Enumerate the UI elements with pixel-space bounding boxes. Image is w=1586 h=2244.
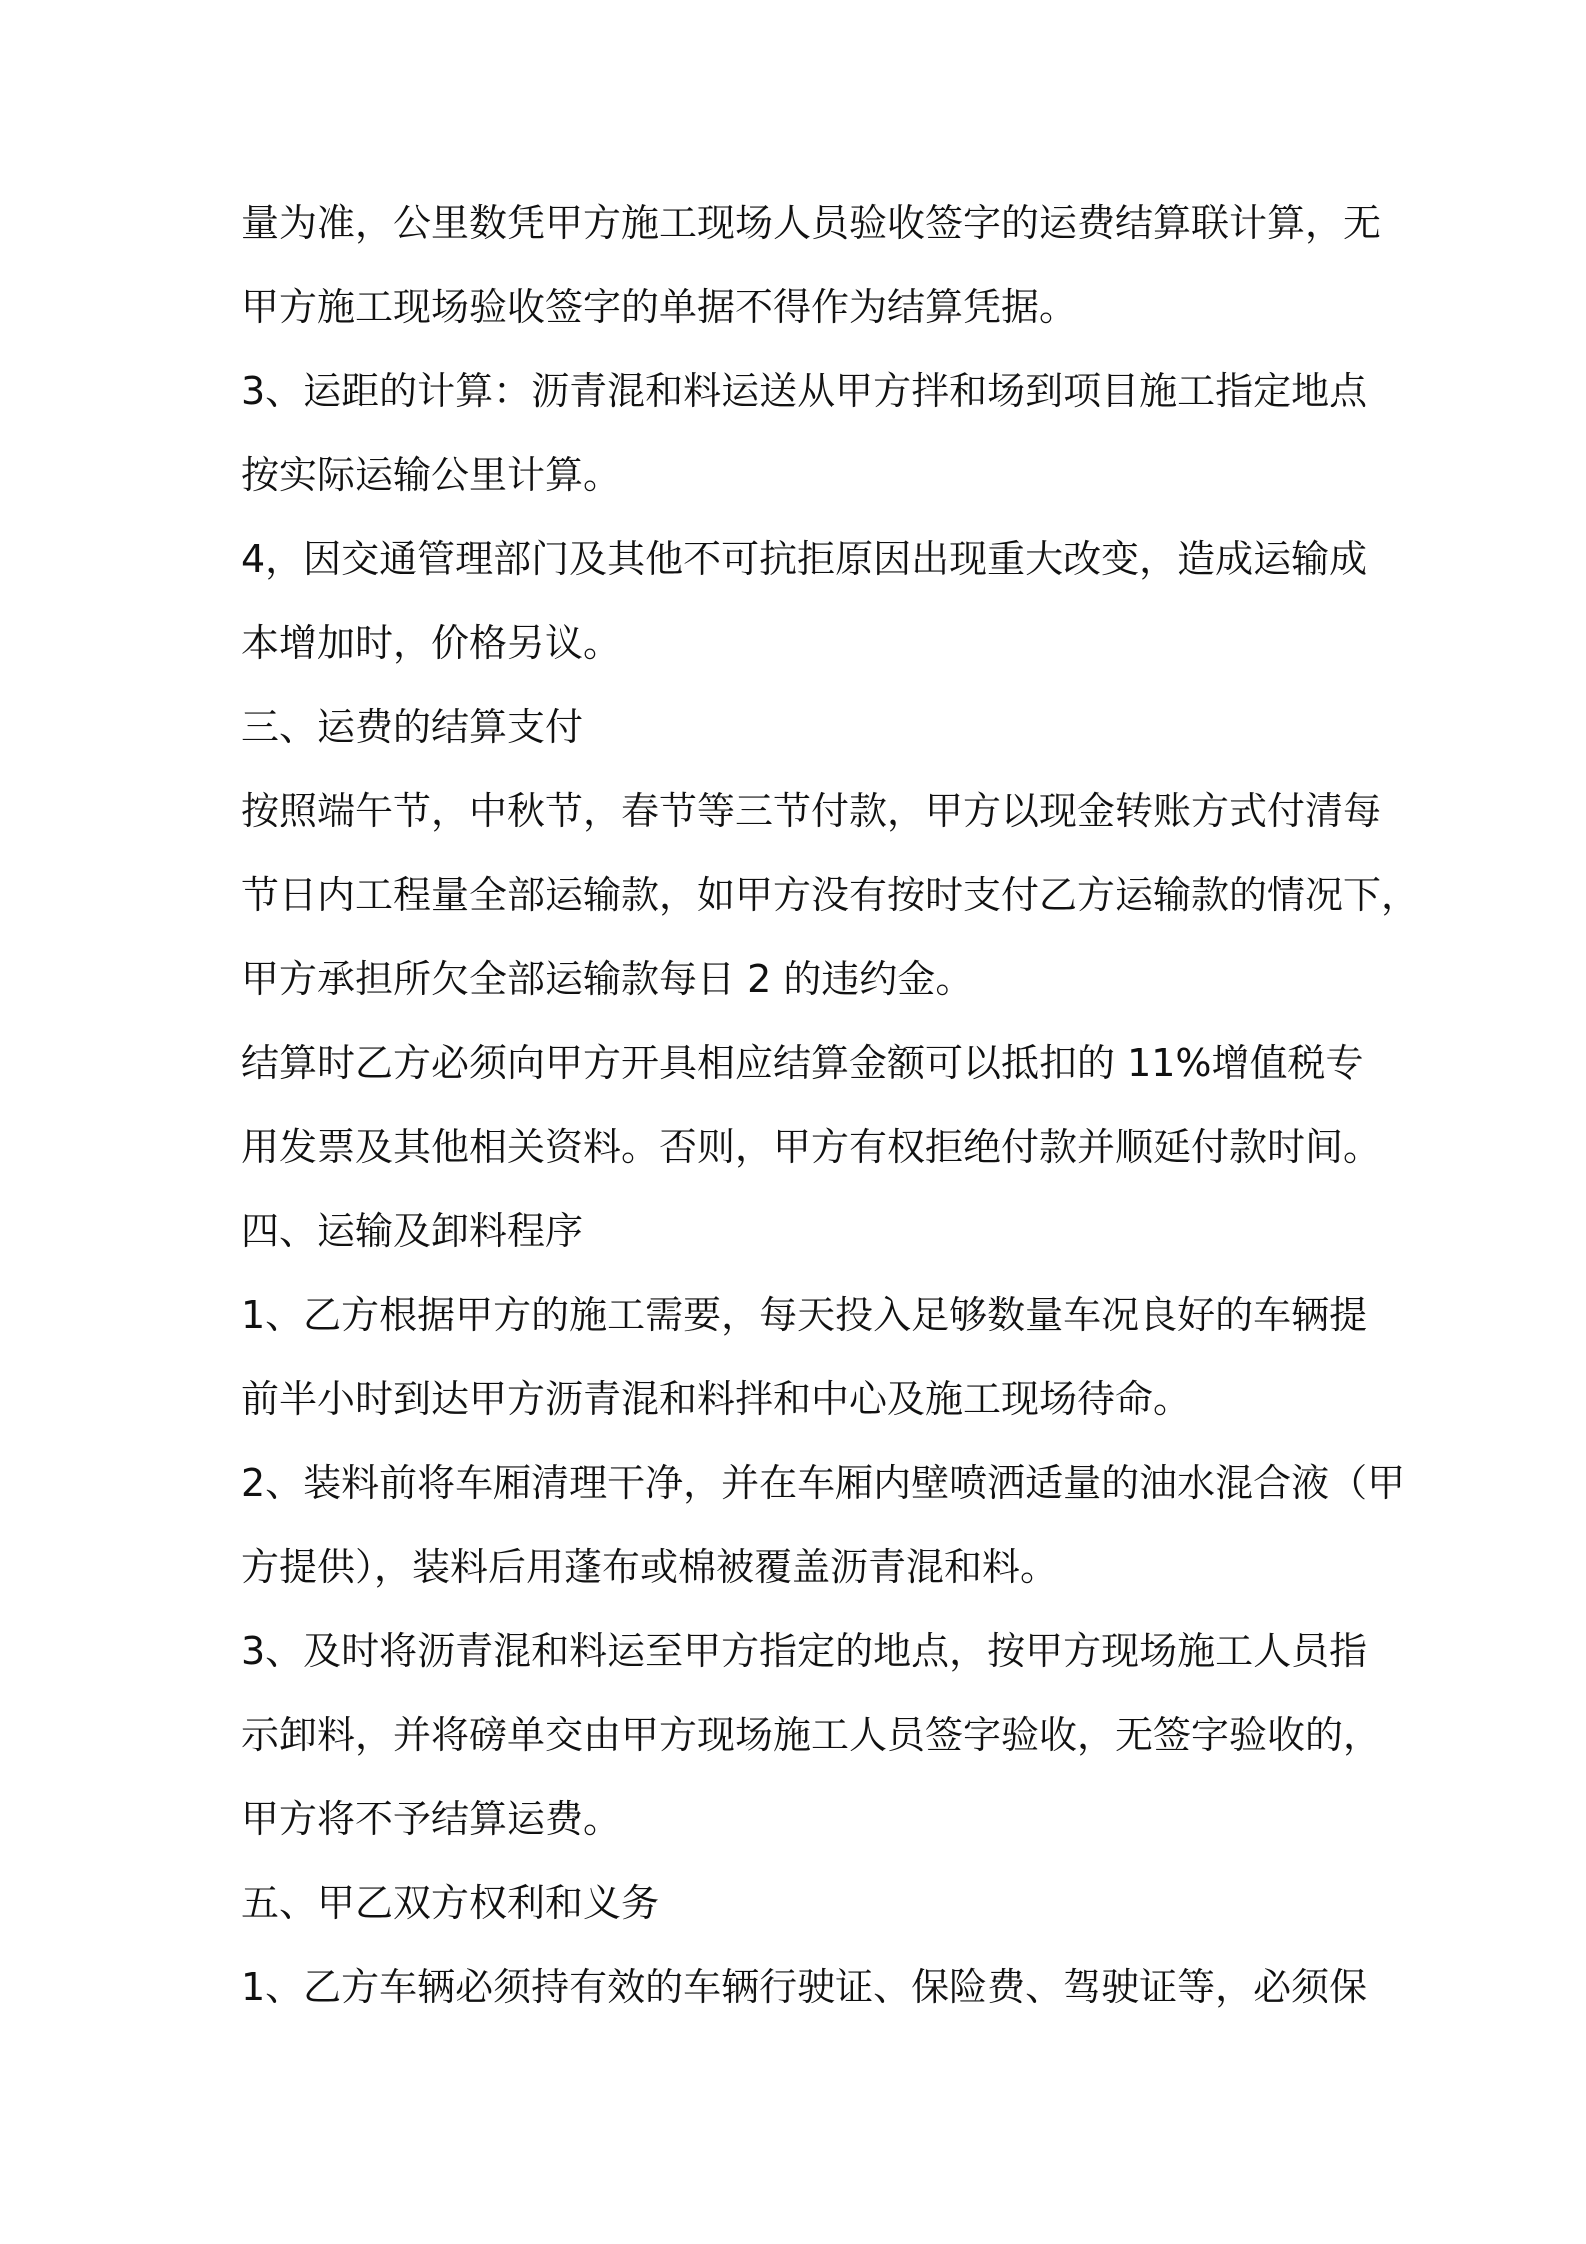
paragraph-line: 结算时乙方必须向甲方开具相应结算金额可以抵扣的 11%增值税专	[241, 1041, 1364, 1085]
paragraph-line: 4，因交通管理部门及其他不可抗拒原因出现重大改变，造成运输成	[241, 537, 1368, 581]
paragraph-line: 量为准，公里数凭甲方施工现场人员验收签字的运费结算联计算，无	[241, 201, 1382, 245]
paragraph-line: 甲方施工现场验收签字的单据不得作为结算凭据。	[241, 285, 1078, 329]
paragraph-line: 按照端午节，中秋节，春节等三节付款，甲方以现金转账方式付清每	[241, 789, 1382, 833]
section-heading: 五、甲乙双方权利和义务	[241, 1881, 660, 1925]
paragraph-line: 按实际运输公里计算。	[241, 453, 622, 497]
paragraph-line: 3、运距的计算：沥青混和料运送从甲方拌和场到项目施工指定地点	[241, 369, 1368, 413]
section-heading: 四、运输及卸料程序	[241, 1209, 584, 1253]
paragraph-line: 甲方将不予结算运费。	[241, 1797, 622, 1841]
paragraph-line: 示卸料，并将磅单交由甲方现场施工人员签字验收，无签字验收的，	[241, 1713, 1382, 1757]
paragraph-line: 本增加时，价格另议。	[241, 621, 622, 665]
paragraph-line: 用发票及其他相关资料。否则，甲方有权拒绝付款并顺延付款时间。	[241, 1125, 1382, 1169]
paragraph-line: 3、及时将沥青混和料运至甲方指定的地点，按甲方现场施工人员指	[241, 1629, 1368, 1673]
paragraph-line: 方提供），装料后用蓬布或棉被覆盖沥青混和料。	[241, 1545, 1059, 1589]
paragraph-line: 节日内工程量全部运输款，如甲方没有按时支付乙方运输款的情况下，	[241, 873, 1420, 917]
paragraph-line: 1、乙方根据甲方的施工需要，每天投入足够数量车况良好的车辆提	[241, 1293, 1368, 1337]
paragraph-line: 甲方承担所欠全部运输款每日 2 的违约金。	[241, 957, 974, 1001]
paragraph-line: 1、乙方车辆必须持有效的车辆行驶证、保险费、驾驶证等，必须保	[241, 1965, 1368, 2009]
paragraph-line: 前半小时到达甲方沥青混和料拌和中心及施工现场待命。	[241, 1377, 1192, 1421]
section-heading: 三、运费的结算支付	[241, 705, 584, 749]
paragraph-line: 2、装料前将车厢清理干净，并在车厢内壁喷洒适量的油水混合液（甲	[241, 1461, 1406, 1505]
